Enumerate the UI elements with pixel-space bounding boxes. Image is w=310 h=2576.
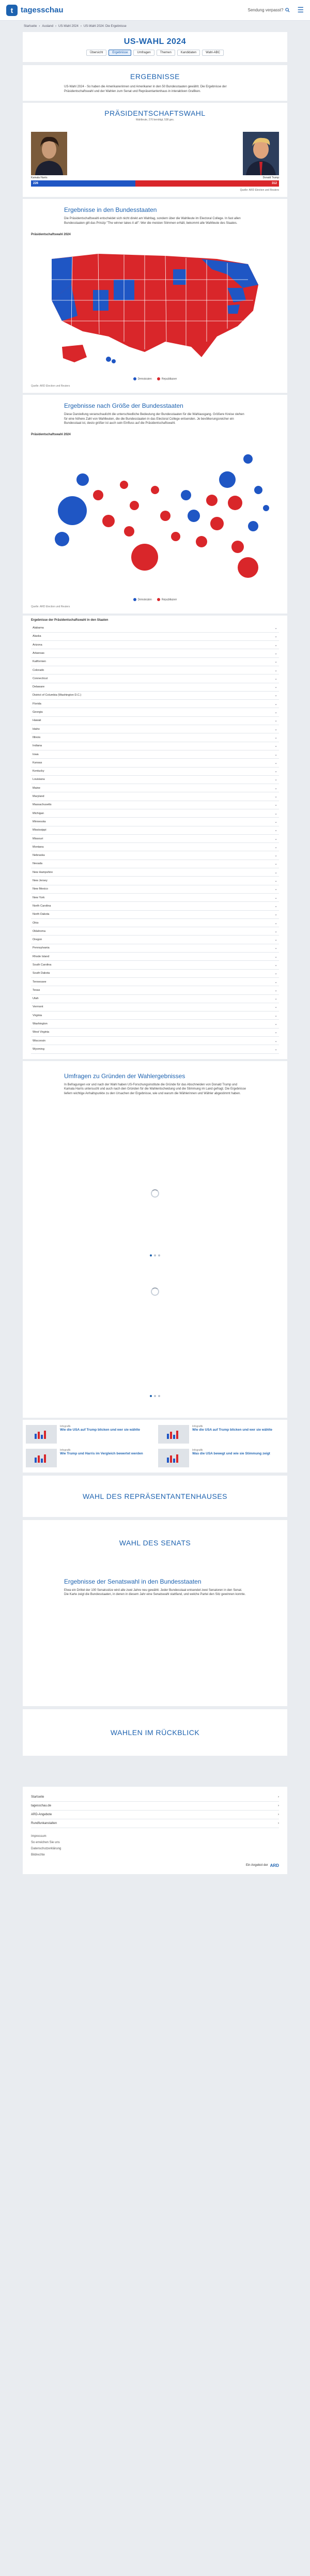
state-accordion-row[interactable] <box>31 649 279 657</box>
chevron-down-icon: ⌄ <box>274 1047 277 1051</box>
review-title: WAHLEN IM RÜCKBLICK <box>110 1728 200 1737</box>
state-name: Pennsylvania <box>33 946 50 950</box>
state-accordion-row[interactable] <box>31 970 279 978</box>
house-title: WAHL DES REPRÄSENTANTENHAUSES <box>82 1492 228 1500</box>
chevron-down-icon: ⌄ <box>274 1022 277 1026</box>
state-name: Alaska <box>33 635 41 638</box>
teaser-kicker: Infografik <box>60 1448 71 1452</box>
tab-kandidaten[interactable]: Kandidaten <box>177 50 200 56</box>
state-name: Iowa <box>33 753 39 756</box>
state-accordion-row[interactable] <box>31 692 279 700</box>
chevron-down-icon: › <box>278 1804 279 1807</box>
breadcrumb-item[interactable]: US-Wahl 2024 <box>58 25 79 28</box>
race-subtitle: Wahlleute, 270 benötigt, 538 ges. <box>135 118 175 122</box>
state-accordion-row[interactable] <box>31 801 279 809</box>
state-name: Wisconsin <box>33 1039 46 1042</box>
search-icon <box>285 8 290 12</box>
chevron-down-icon: ⌄ <box>274 870 277 875</box>
footer <box>23 1787 287 1874</box>
state-name: Alabama <box>33 626 44 630</box>
logo-mark-icon: t <box>6 5 18 16</box>
page-title: US-WAHL 2024 <box>123 37 187 46</box>
loading-spinner-icon <box>151 1189 159 1198</box>
chevron-down-icon: ⌄ <box>274 727 277 731</box>
survey-heading: Umfragen zu Gründen der Wahlergebnisses <box>64 1072 185 1080</box>
site-logo[interactable] <box>6 5 64 16</box>
teaser-image <box>158 1425 189 1444</box>
state-accordion-row[interactable] <box>31 759 279 767</box>
tab-wahl-abc[interactable]: Wahl-ABC <box>202 50 224 56</box>
review-section <box>23 1709 287 1756</box>
teaser-kicker: Infografik <box>192 1448 203 1452</box>
state-name: Mississippi <box>33 829 47 832</box>
state-accordion-row[interactable] <box>31 978 279 986</box>
senate-heading: Ergebnisse der Senatswahl in den Bundesstaaten <box>64 1577 202 1585</box>
state-name: Colorado <box>33 668 44 672</box>
state-accordion-row[interactable] <box>31 768 279 776</box>
chevron-down-icon: ⌄ <box>274 803 277 807</box>
chevron-down-icon: ⌄ <box>274 635 277 639</box>
state-accordion-row[interactable] <box>31 700 279 708</box>
state-accordion-row[interactable] <box>31 894 279 902</box>
chevron-down-icon: ⌄ <box>274 1031 277 1035</box>
footer-item[interactable]: Startseite › <box>31 1793 279 1802</box>
state-accordion-row[interactable] <box>31 826 279 835</box>
dem-votes: 226 <box>33 182 39 186</box>
state-name: Connecticut <box>33 677 48 680</box>
state-accordion-row[interactable] <box>31 953 279 961</box>
teaser-kicker: Infografik <box>192 1424 203 1428</box>
state-accordion-row[interactable] <box>31 683 279 692</box>
search-label: Sendung verpasst? <box>247 8 284 12</box>
chevron-down-icon: ⌄ <box>274 887 277 892</box>
state-accordion-row[interactable] <box>31 885 279 894</box>
state-name: New Hampshire <box>33 870 53 874</box>
state-name: West Virginia <box>33 1031 50 1034</box>
state-name: Oregon <box>33 938 42 942</box>
chevron-down-icon: ⌄ <box>274 711 277 715</box>
chevron-down-icon: ⌄ <box>274 652 277 655</box>
chevron-down-icon: ⌄ <box>274 735 277 740</box>
footer-link[interactable]: Impressum <box>31 1834 47 1838</box>
state-name: Nevada <box>33 862 42 866</box>
state-accordion-row[interactable] <box>31 717 279 725</box>
breadcrumb-item: US-Wahl 2024: Die Ergebnisse <box>83 25 127 28</box>
trump-photo <box>243 132 279 175</box>
state-accordion-row[interactable] <box>31 776 279 784</box>
teaser-title[interactable]: Wie Trump und Harris im Vergleich bewertet werden <box>60 1451 143 1455</box>
chevron-down-icon: ⌄ <box>274 761 277 765</box>
state-name: South Carolina <box>33 963 52 967</box>
chevron-down-icon: › <box>278 1813 279 1816</box>
state-name: Minnesota <box>33 820 46 823</box>
copyright <box>31 1858 279 1868</box>
state-name: Indiana <box>33 744 42 748</box>
chevron-down-icon: ⌄ <box>274 972 277 976</box>
footer-link[interactable]: So erreichen Sie uns <box>31 1841 60 1844</box>
results-section <box>23 65 287 101</box>
ard-logo[interactable]: ARD <box>270 1863 279 1868</box>
map-legend <box>23 375 287 382</box>
chevron-down-icon: ⌄ <box>274 685 277 689</box>
teaser-card[interactable] <box>158 1425 284 1444</box>
state-accordion-row[interactable] <box>31 919 279 927</box>
state-name: Massachusetts <box>33 803 52 807</box>
state-name: Nebraska <box>33 854 45 857</box>
state-name: Maine <box>33 786 40 790</box>
rep-votes: 312 <box>271 182 277 186</box>
state-accordion-row[interactable] <box>31 624 279 632</box>
copyright-text: Ein Angebot der <box>245 1864 268 1867</box>
teaser-card[interactable] <box>26 1425 152 1444</box>
state-accordion-row[interactable] <box>31 818 279 826</box>
house-section <box>23 1476 287 1517</box>
bubble-source: Quelle: ARD Election und Reuters <box>31 605 70 609</box>
state-accordion-row[interactable] <box>31 1037 279 1045</box>
state-accordion-row[interactable] <box>31 641 279 649</box>
chevron-down-icon: ⌄ <box>274 677 277 681</box>
legend-dem: Demokraten <box>133 598 152 601</box>
teaser-image <box>26 1449 57 1467</box>
teaser-grid <box>23 1420 287 1473</box>
bubble-heading: Ergebnisse nach Größe der Bundesstaaten <box>64 402 183 410</box>
state-accordion-row[interactable] <box>31 742 279 750</box>
chevron-down-icon: ⌄ <box>274 719 277 723</box>
hamburger-icon[interactable]: ☰ <box>297 6 304 14</box>
breadcrumb-item[interactable]: Startseite <box>24 25 37 28</box>
chevron-down-icon: ⌄ <box>274 786 277 790</box>
teaser-card[interactable] <box>158 1449 284 1467</box>
state-accordion-row[interactable] <box>31 1020 279 1028</box>
chevron-down-icon: ⌄ <box>274 744 277 748</box>
survey-carousel-2 <box>23 1382 287 1418</box>
chevron-down-icon: ⌄ <box>274 837 277 841</box>
state-name: Illinois <box>33 735 41 739</box>
footer-link[interactable]: Datenschutzerklärung <box>31 1847 61 1850</box>
chevron-down-icon: ⌄ <box>274 921 277 925</box>
state-accordion-row[interactable] <box>31 733 279 742</box>
footer-item[interactable]: ARD-Angebote › <box>31 1811 279 1819</box>
state-name: Georgia <box>33 711 43 714</box>
chevron-down-icon: ⌄ <box>274 862 277 866</box>
teaser-title[interactable]: Wie die USA auf Trump blicken und wer sie wählte <box>192 1428 273 1432</box>
tab-ergebnisse[interactable]: Ergebnisse <box>109 50 131 56</box>
legend-rep: Republikaner <box>157 377 177 380</box>
state-name: Utah <box>33 997 39 1001</box>
harris-photo <box>31 132 67 175</box>
map-text: Die Präsidentschaftswahl entscheidet sich nicht direkt am Wahltag, sondern über die Wahlleute im Electoral College. In fast allen Bundesstaaten gilt das Prinzip "The winner takes it all": Wer die meisten Stimmen erhält, bekommt alle Wahlleute des Staates. <box>64 217 241 225</box>
state-accordion-row[interactable] <box>31 658 279 666</box>
teaser-card[interactable] <box>26 1449 152 1467</box>
state-name: Oklahoma <box>33 929 46 933</box>
state-accordion-row[interactable] <box>31 725 279 733</box>
chevron-down-icon: ⌄ <box>274 913 277 917</box>
chevron-down-icon: ⌄ <box>274 997 277 1001</box>
state-name: Washington <box>33 1022 48 1026</box>
chevron-down-icon: ⌄ <box>274 820 277 824</box>
state-accordion-row[interactable] <box>31 986 279 994</box>
chevron-down-icon: ⌄ <box>274 702 277 706</box>
states-title: Ergebnisse der Präsidentschaftswahl in den Staaten <box>31 619 109 622</box>
breadcrumb: Startseite › Ausland › US-Wahl 2024 › US-Wahl 2024: Die Ergebnisse <box>24 25 127 28</box>
chevron-down-icon: ⌄ <box>274 660 277 664</box>
state-name: New Mexico <box>33 887 48 891</box>
state-name: Arizona <box>33 643 42 647</box>
state-name: Wyoming <box>33 1047 44 1051</box>
state-name: North Carolina <box>33 904 51 908</box>
teaser-title[interactable]: Wie die USA auf Trump blicken und wer sie wählte <box>60 1428 141 1432</box>
chevron-down-icon: ⌄ <box>274 929 277 933</box>
carousel-dots[interactable] <box>23 1395 287 1397</box>
state-name: New Jersey <box>33 879 48 883</box>
state-name: North Dakota <box>33 913 50 916</box>
state-accordion-row[interactable] <box>31 961 279 969</box>
tab-uebersicht[interactable]: Übersicht <box>86 50 106 56</box>
chevron-down-icon: ⌄ <box>274 753 277 757</box>
state-name: Rhode Island <box>33 955 50 958</box>
survey-section <box>23 1061 287 1382</box>
legend-rep: Republikaner <box>157 598 177 601</box>
state-accordion-row[interactable] <box>31 851 279 860</box>
state-accordion-row[interactable] <box>31 1029 279 1037</box>
state-name: South Dakota <box>33 972 50 975</box>
state-name: Vermont <box>33 1005 43 1009</box>
state-name: Louisiana <box>33 778 45 781</box>
logo-text: tagesschau <box>21 6 64 14</box>
state-accordion-row[interactable] <box>31 1045 279 1053</box>
bubble-text: Diese Darstellung veranschaulicht die unterschiedliche Bedeutung der Bundesstaaten für die Wahlausgang. Größere Kreise stehen für eine höhere Zahl von Wahlleuten, die die Bundesstaaten in das Electoral College entsenden. Je bevölkerungsreicher ein Bundesstaat ist, desto größer ist auch sein Einfluss auf die Präsidentschaftswahl. <box>64 413 244 425</box>
teaser-title[interactable]: Was die USA bewegt und wie sie Stimmung zeigt <box>192 1451 270 1455</box>
bubble-map[interactable] <box>23 438 287 596</box>
state-name: Maryland <box>33 795 44 799</box>
top-bar <box>0 0 310 21</box>
chevron-down-icon: ⌄ <box>274 896 277 900</box>
map-figure-label: Präsidentschaftswahl 2024 <box>31 233 71 236</box>
state-name: Kalifornien <box>33 660 46 664</box>
bubble-figure-label: Präsidentschaftswahl 2024 <box>31 433 71 437</box>
legend-dem: Demokraten <box>133 377 152 380</box>
state-accordion-row[interactable] <box>31 750 279 759</box>
senate-text: Etwa ein Drittel der 100 Senatssitze wird alle zwei Jahre neu gewählt. Jeder Bundesstaat entsendet zwei Senatoren in den Senat. Die Karte zeigt die Bundesstaaten, in denen in diesem Jahr eine Senatswahl stattfand, und welche Partei den Sitz gewinnen konnte. <box>64 1588 246 1597</box>
state-name: Tennessee <box>33 980 47 984</box>
state-accordion-row[interactable] <box>31 792 279 801</box>
electoral-vote-bar <box>31 180 279 187</box>
state-name: Idaho <box>33 727 40 731</box>
state-name: Arkansas <box>33 652 44 655</box>
rep-candidate-name: Donald Trump <box>262 176 279 180</box>
subnav <box>23 50 287 62</box>
state-name: Kansas <box>33 761 42 764</box>
chevron-down-icon: ⌄ <box>274 988 277 992</box>
state-accordion-row[interactable] <box>31 708 279 716</box>
chevron-down-icon: ⌄ <box>274 778 277 782</box>
tab-themen[interactable]: Themen <box>157 50 175 56</box>
chevron-down-icon: ⌄ <box>274 643 277 647</box>
state-accordion-row[interactable] <box>31 860 279 868</box>
search-link[interactable] <box>248 8 290 12</box>
map-section <box>23 199 287 393</box>
chevron-down-icon: ⌄ <box>274 904 277 908</box>
state-accordion-row[interactable] <box>31 902 279 910</box>
state-name: Hawaii <box>33 719 41 723</box>
chevron-down-icon: ⌄ <box>274 845 277 849</box>
chevron-down-icon: ⌄ <box>274 795 277 799</box>
map-heading: Ergebnisse in den Bundesstaaten <box>64 206 157 214</box>
state-accordion-row[interactable] <box>31 911 279 919</box>
chevron-down-icon: ⌄ <box>274 955 277 959</box>
chevron-down-icon: ⌄ <box>274 980 277 984</box>
state-name: District of Columbia (Washington D.C.) <box>33 694 82 697</box>
chevron-down-icon: › <box>278 1821 279 1825</box>
chevron-down-icon: ⌄ <box>274 668 277 672</box>
state-name: Montana <box>33 845 44 849</box>
state-name: Delaware <box>33 685 45 689</box>
bubble-legend <box>23 596 287 603</box>
chevron-down-icon: ⌄ <box>274 854 277 858</box>
chevron-down-icon: ⌄ <box>274 879 277 883</box>
map-source: Quelle: ARD Election und Reuters <box>31 385 70 388</box>
footer-link[interactable]: Bildrechte <box>31 1853 45 1857</box>
state-accordion-row[interactable] <box>31 1003 279 1011</box>
state-accordion-row[interactable] <box>31 835 279 843</box>
states-accordion <box>23 616 287 1059</box>
chevron-down-icon: › <box>278 1795 279 1799</box>
state-accordion-row[interactable] <box>31 633 279 641</box>
state-accordion-row[interactable] <box>31 1011 279 1020</box>
breadcrumb-item[interactable]: Ausland <box>42 25 54 28</box>
chevron-down-icon: ⌄ <box>274 938 277 942</box>
chevron-down-icon: ⌄ <box>274 1014 277 1018</box>
state-accordion-row[interactable] <box>31 674 279 683</box>
state-name: New York <box>33 896 45 899</box>
survey-text: In Befragungen vor und nach der Wahl haben US-Forschungsinstitute die Gründe für das Abschneiden von Donald Trump und Kamala Harris untersucht und auch nach den Gründen für die Wahlentscheidung und die Stimmung im Land gefragt. Die Ergebnisse liefern wichtige Anhaltspunkte zu den Ursachen der Ergebnisse, wie und warum die Wählerinnen und Wähler abgestimmt haben. <box>64 1083 246 1095</box>
results-title: ERGEBNISSE <box>130 72 180 81</box>
state-accordion-row[interactable] <box>31 944 279 953</box>
states-list <box>23 624 287 1053</box>
state-name: Michigan <box>33 811 44 815</box>
state-name: Kentucky <box>33 770 44 773</box>
chevron-down-icon: ⌄ <box>274 1039 277 1043</box>
teaser-image <box>26 1425 57 1444</box>
tab-umfragen[interactable]: Umfragen <box>133 50 154 56</box>
race-title: PRÄSIDENTSCHAFTSWAHL <box>104 109 206 118</box>
state-name: Texas <box>33 988 40 992</box>
state-name: Ohio <box>33 921 39 925</box>
chevron-down-icon: ⌄ <box>274 1005 277 1009</box>
state-accordion-row[interactable] <box>31 995 279 1003</box>
state-accordion-row[interactable] <box>31 927 279 936</box>
chevron-down-icon: ⌄ <box>274 963 277 967</box>
state-name: Virginia <box>33 1014 42 1017</box>
race-source: Quelle: ARD Election und Reuters <box>240 189 279 192</box>
chevron-down-icon: ⌄ <box>274 694 277 698</box>
state-accordion-row[interactable] <box>31 666 279 674</box>
state-accordion-row[interactable] <box>31 877 279 885</box>
loading-spinner-icon <box>151 1287 159 1296</box>
rep-vote-bar <box>135 180 279 187</box>
us-results-map[interactable] <box>23 238 287 375</box>
chevron-down-icon: ⌄ <box>274 829 277 833</box>
chevron-down-icon: ⌄ <box>274 626 277 631</box>
state-accordion-row[interactable] <box>31 843 279 851</box>
presidential-race <box>23 103 287 197</box>
dem-candidate-name: Kamala Harris <box>31 176 48 180</box>
teaser-kicker: Infografik <box>60 1424 71 1428</box>
results-intro: US-Wahl 2024 - So haben die Amerikanerinnen und Amerikaner in den 50 Bundesstaaten gewählt. Die Ergebnisse der Präsidentschaftswahl und der Wahlen zum Senat und Repräsentantenhaus in interaktiven Grafiken. <box>64 85 227 93</box>
senate-title: WAHL DES SENATS <box>119 1538 191 1547</box>
footer-item[interactable]: Rundfunkanstalten › <box>31 1819 279 1828</box>
bubble-section <box>23 395 287 614</box>
chevron-down-icon: ⌄ <box>274 946 277 950</box>
state-name: Missouri <box>33 837 43 840</box>
dem-vote-bar <box>31 180 135 187</box>
state-accordion-row[interactable] <box>31 784 279 792</box>
state-name: Florida <box>33 702 41 706</box>
state-accordion-row[interactable] <box>31 936 279 944</box>
state-accordion-row[interactable] <box>31 809 279 818</box>
senate-section <box>23 1520 287 1706</box>
state-accordion-row[interactable] <box>31 868 279 877</box>
footer-item[interactable]: tagesschau.de › <box>31 1802 279 1811</box>
page-header <box>23 32 287 62</box>
teaser-image <box>158 1449 189 1467</box>
chevron-down-icon: ⌄ <box>274 811 277 816</box>
chevron-down-icon: ⌄ <box>274 770 277 774</box>
